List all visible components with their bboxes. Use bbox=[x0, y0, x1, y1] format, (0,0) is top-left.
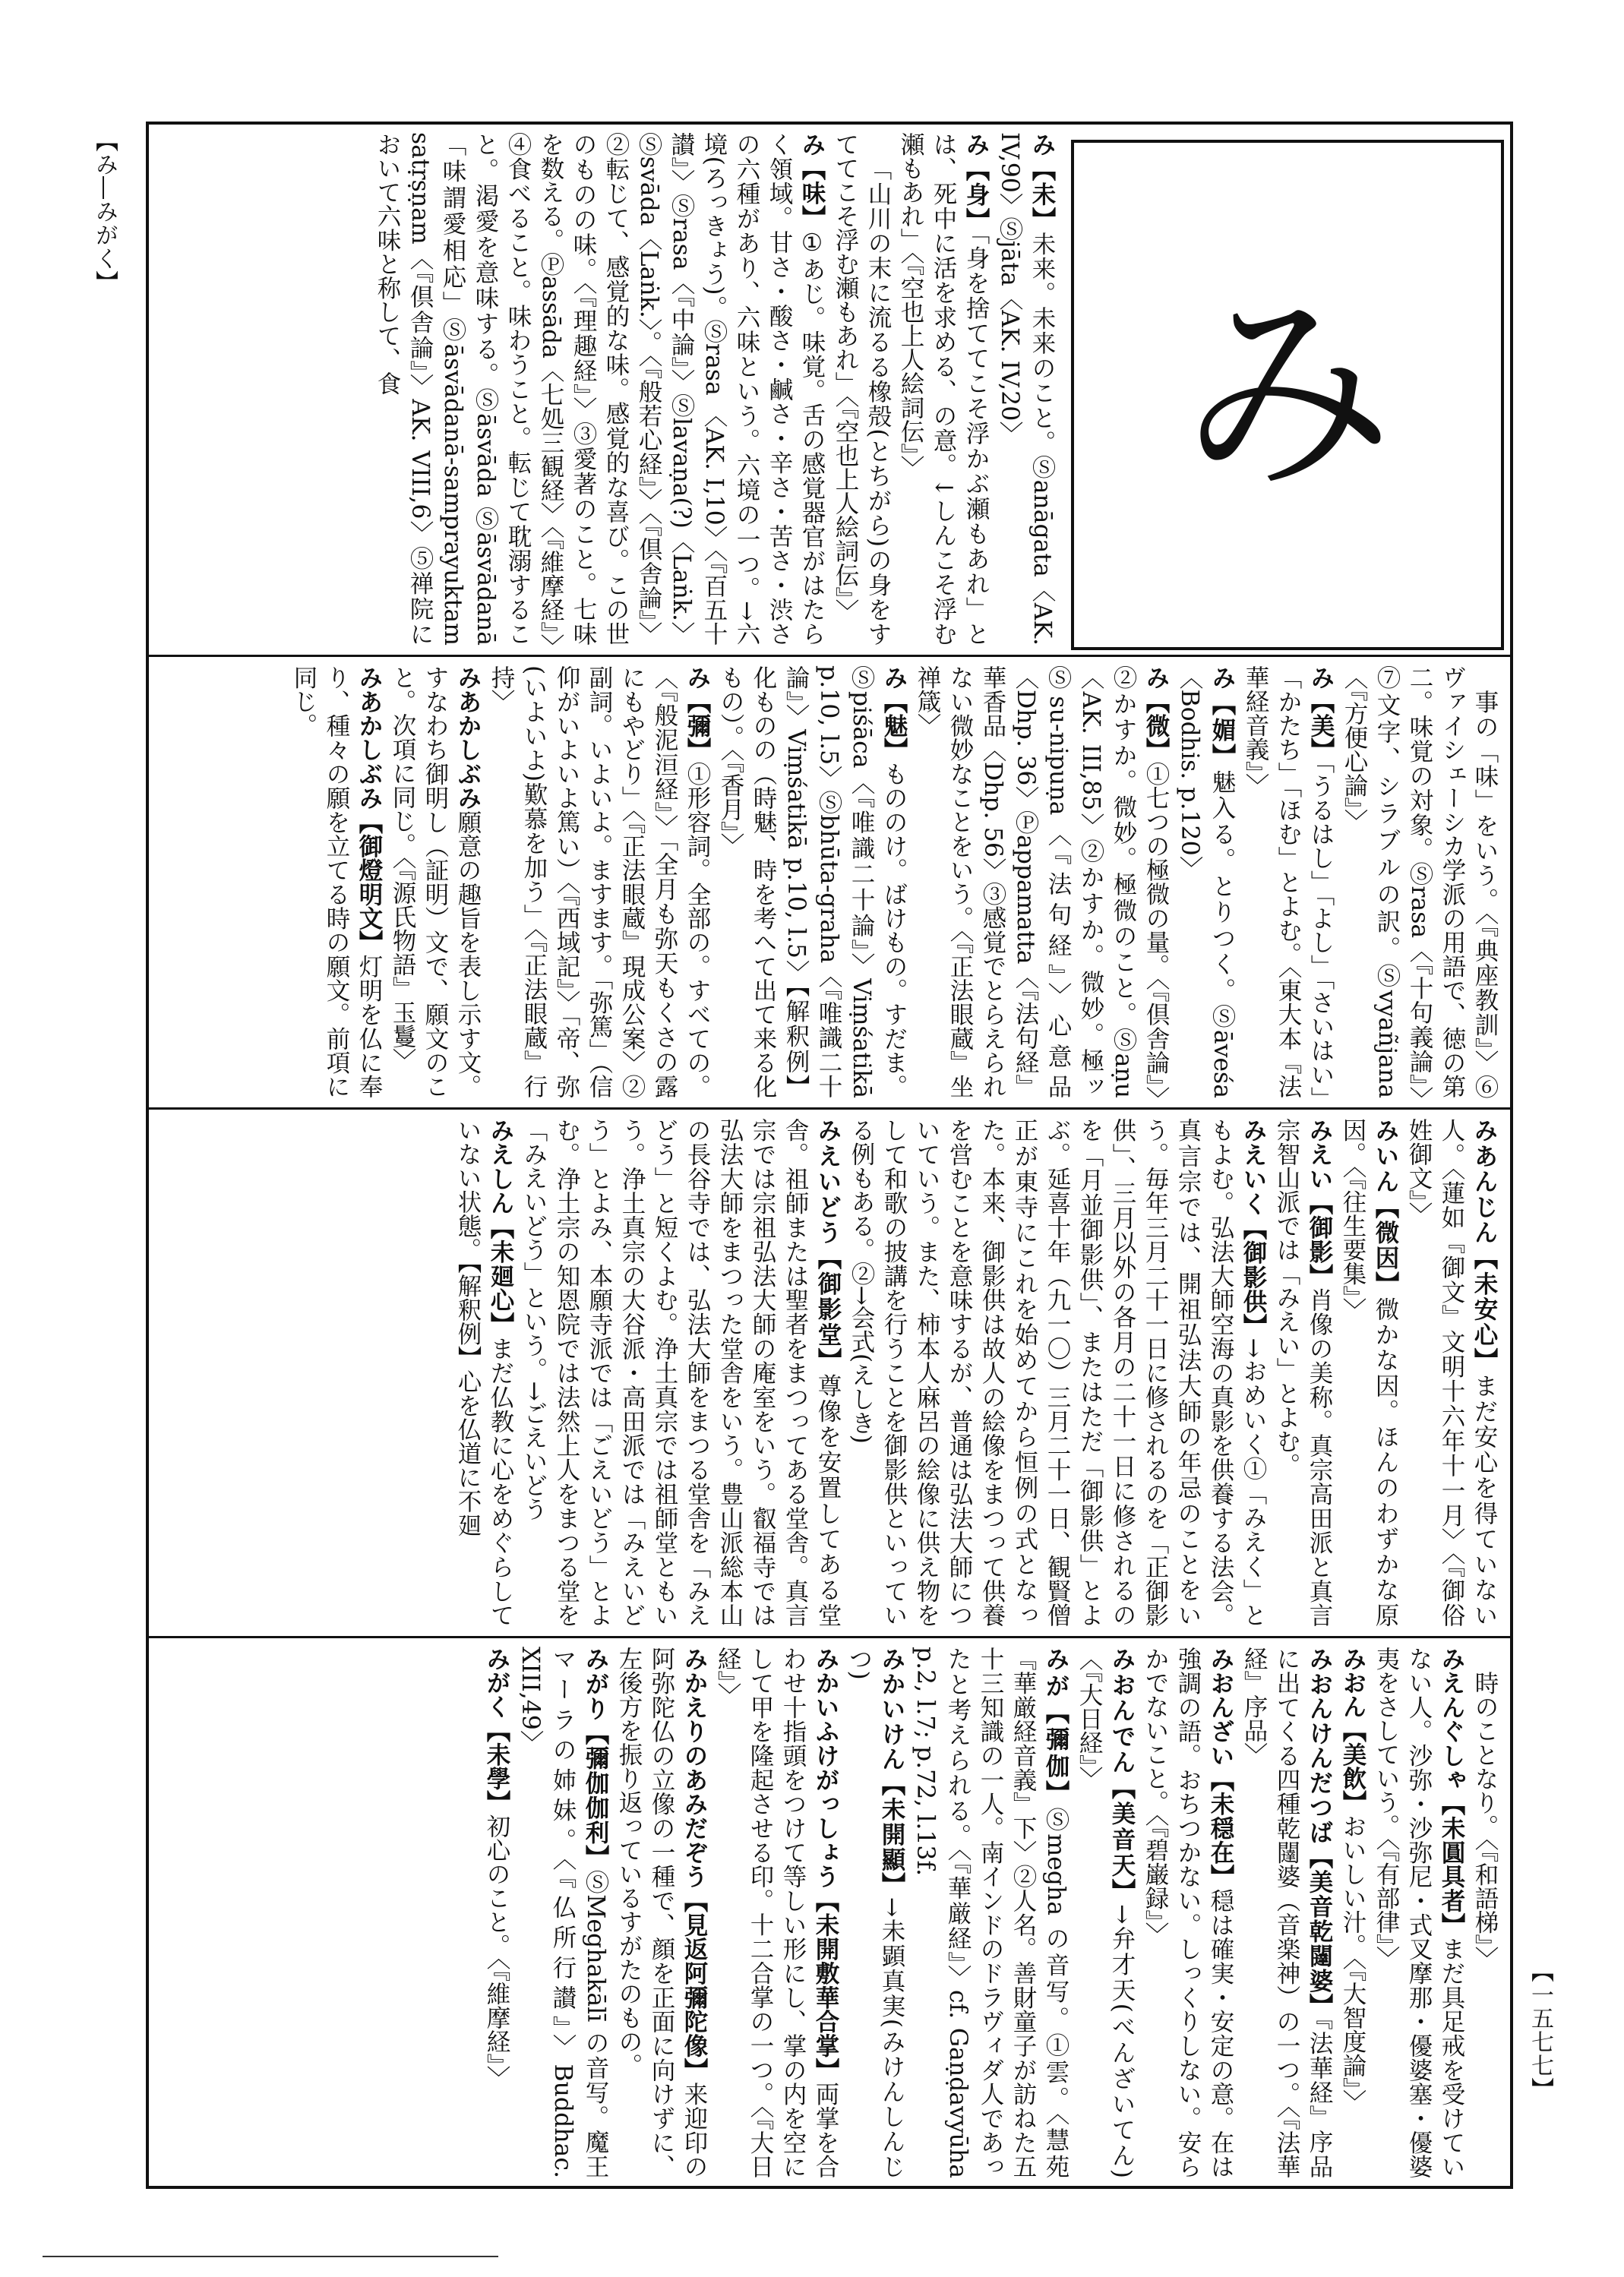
dictionary-entry bbox=[1336, 1118, 1402, 1627]
entry-headword: みえんぐしゃ【未圓具者】 bbox=[1438, 1647, 1466, 1937]
entry-headword: み【身】 bbox=[962, 132, 991, 233]
entry-definition: 時のことなり。〈『和語梯』〉 bbox=[1471, 1670, 1499, 1970]
entry-headword: みおんけんだつば【美音乾闥婆】 bbox=[1306, 1647, 1334, 2018]
dictionary-entry bbox=[908, 1647, 1073, 2178]
entry-definition: 「山川の末に流るる橡殻(とちがら)の身をすててこそ浮む瀬もあれ」〈『空也上人絵詞伝』〉 bbox=[832, 132, 892, 646]
dictionary-entry bbox=[1370, 1647, 1468, 2178]
entry-definition: まだ安心を得ていない人。〈蓮如『御文』文明十六年十一月〉〈『御俗姓御文』〉 bbox=[1405, 1118, 1498, 1628]
entry-headword: みいん【微因】 bbox=[1372, 1118, 1400, 1297]
entry-headword: みおんざい【未穏在】 bbox=[1207, 1647, 1235, 1889]
dictionary-entry bbox=[845, 1118, 1270, 1627]
page-number: 【一五七七】 bbox=[1527, 1960, 1553, 2101]
dictionary-entry bbox=[1073, 1647, 1139, 2178]
entry-headword: みおん【美飲】 bbox=[1339, 1647, 1367, 1814]
tier-4 bbox=[149, 1639, 1510, 2186]
tier-1-text bbox=[149, 125, 1068, 653]
entry-headword: みえしん【未廻心】 bbox=[487, 1118, 515, 1337]
entry-headword: み【媚】 bbox=[1209, 665, 1237, 770]
entry-headword: みかえりのあみだぞう【見返阿彌陀像】 bbox=[681, 1647, 709, 2082]
dictionary-entry bbox=[287, 665, 386, 1098]
tier-3-text bbox=[149, 1110, 1510, 1634]
entry-definition: 『法華経』序品に出てくる四種乾闥婆（音楽神）の一つ。〈『法華経』序品〉 bbox=[1240, 1647, 1333, 2179]
entry-definition: ⓈMeghakālī の音写。魔王マーラの姉妹。〈『仏所行讃』〉Buddhac. XIII,49〉 bbox=[517, 1647, 609, 2178]
dictionary-entry bbox=[1173, 665, 1239, 1098]
entry-definition: 魅入る。とりつく。Ⓢāveśa〈Bodhis. p.120〉 bbox=[1176, 665, 1236, 1098]
dictionary-entry bbox=[842, 1647, 908, 2178]
running-head-left: 【み―みがく】 bbox=[91, 129, 118, 294]
entry-headword: み【美】 bbox=[1307, 665, 1335, 762]
entry-definition: 事の「味」をいう。〈『典座教訓』〉⑥ヴァイシェーシカ学派の用語で、徳の第二。味覚の対象。Ⓢrasa〈『十句義論』〉⑦文字、シラブルの訳。Ⓢvyañjana〈『方便心論』〉 bbox=[1341, 665, 1499, 1098]
dictionary-entry bbox=[1270, 1118, 1336, 1627]
dictionary-entry bbox=[386, 665, 485, 1098]
entry-headword: みえいどう【御影堂】 bbox=[814, 1118, 842, 1374]
entry-headword: みが【彌伽】 bbox=[1042, 1647, 1070, 1808]
entry-headword: み【彌】 bbox=[684, 665, 712, 762]
entry-headword: みあかしぶみ【御燈明文】 bbox=[355, 665, 384, 955]
tier-2 bbox=[149, 658, 1510, 1106]
entry-definition: もののけ。ばけもの。すだま。Ⓢpiśāca〈『唯識二十論』〉Viṃśatikā p.10, l.5〉Ⓢbhūta-graha〈『唯識二十論』〉Viṃśatikā p.10, l.5〉【解釈例】化ものの（時魅、時を考へて出て来る化もの）。〈『香月』〉 bbox=[717, 665, 908, 1099]
entry-definition: →弁才天(べんざいてん)〈『大日経』〉 bbox=[1076, 1647, 1136, 2178]
entry-definition: →おめいく①「みえく」ともよむ。弘法大師空海の真影を供養する法会。真言宗では、開祖弘法大師の年忌のことをいう。毎年三月二十一日に修されるのを「正御影供」、三月以外の各月の二十一日に修されるのを「月並御影供」、またはただ「御影供」とよぶ。延喜十年（九一〇）三月二十一日、観賢僧正が東寺にこれを始めてから恒例の式となった。本来、御影供は故人の絵像をまつって供養を営むことを意味するが、普通は弘法大師についていう。また、柿本人麻呂の絵像に供え物をして和歌の披講を行うことを御影供といっている例もある。②→会式(えしき) bbox=[848, 1118, 1267, 1627]
dictionary-entry bbox=[513, 1647, 612, 2178]
entry-headword: みかいけん【未開顯】 bbox=[878, 1647, 906, 1897]
entry-headword: みかいふけがっしょう【未開敷華合掌】 bbox=[812, 1647, 840, 2082]
entry-continuation bbox=[1338, 665, 1501, 1098]
entry-headword: み【魅】 bbox=[880, 665, 908, 762]
tier-4-text bbox=[149, 1639, 1510, 2186]
entry-definition: 初心のこと。〈『維摩経』〉 bbox=[483, 1814, 510, 2089]
entry-definition: 両掌を合わせ十指頭をつけて等しい形にし、掌の内を空にして甲を隆起させる印。十二合掌の一つ。〈『大日経』〉 bbox=[714, 1647, 839, 2179]
footer-rule bbox=[43, 2256, 498, 2257]
entry-definition: 「身を捨ててこそ浮かぶ瀬もあれ」とは、死中に活を求める、の意。↓しんこそ浮む瀬もあれ」〈『空也上人絵詞伝』〉 bbox=[897, 132, 990, 646]
entry-headword: み【未】 bbox=[1028, 132, 1057, 232]
entry-headword: み【味】 bbox=[798, 132, 826, 229]
entry-definition: 穏は確実・安定の意。在は強調の語。おちつかない。しっくりしない。安らかでないこと。〈『碧巌録』〉 bbox=[1142, 1647, 1234, 2179]
entry-definition: 微かな因。ほんのわずかな原因。〈『往生要集』〉 bbox=[1339, 1118, 1399, 1628]
dictionary-entry bbox=[993, 132, 1059, 646]
dictionary-entry bbox=[1139, 1647, 1237, 2178]
dictionary-entry bbox=[1239, 665, 1338, 1098]
entry-definition: 願意の趣旨を表し示す文。すなわち御明し（証明）文で、願文のこと。次項に同じ。〈『源氏物語』玉鬘〉 bbox=[389, 665, 482, 1099]
entry-definition: ①あじ。味覚。舌の感覚器官がはたらく領域。甘さ・酸さ・鹹さ・辛さ・苦さ・渋さの六種があり、六味という。六境の一つ。→六境(ろっきょう)。Ⓢrasa 〈AK. I,10〉〈『百五十讃』〉Ⓢrasa〈『中論』〉Ⓢlavaṇa(?)〈Laṅk.〉Ⓢsvāda〈Laṅk.〉。〈『般若心経』〉〈『倶舎論』〉②転じて、感覚的な味。感覚的な喜び。この世のものの味。〈『理趣経』〉③愛著のこと。七味を数える。Ⓟassāda〈七処三観経〉〈『維摩経』〉④食べること。味わうこと。転じて耽溺すること。渇愛を意味する。Ⓢāsvāda Ⓢāsvādanā「味謂愛相応」Ⓢāsvādanā-samprayuktam satṛṣṇam〈『倶舎論』〉AK. VIII,6〉⑤禅院において六味と称して、食 bbox=[374, 132, 826, 646]
dictionary-entry bbox=[485, 665, 714, 1098]
dictionary-entry bbox=[480, 1647, 513, 2178]
entry-definition: Ⓢmegha の音写。①雲。〈慧苑『華厳経音義』下〉②人名。善財童子が訪ねた五十三知識の一人。南インドのドラヴィダ人であったと考えられる。〈『華厳経』〉cf. Gaṇḍavyūha p.2, l.7; p.72, l.13f. bbox=[912, 1647, 1070, 2178]
tier-divider bbox=[149, 655, 1510, 657]
entry-headword: みえい【御影】 bbox=[1306, 1118, 1334, 1288]
entry-definition: 肖像の美称。真宗高田派と真言宗智山派では「みえい」とよむ。 bbox=[1273, 1118, 1333, 1628]
entry-headword: みおんでん【美音天】 bbox=[1108, 1647, 1136, 1905]
entry-definition: 来迎印の阿弥陀仏の立像の一種で、顔を正面に向けずに、左後方を振り返っているすがたのもの。 bbox=[615, 1647, 708, 2179]
tier-divider bbox=[149, 1636, 1510, 1638]
tier-divider bbox=[149, 1107, 1510, 1110]
entry-continuation bbox=[1468, 1647, 1501, 2178]
entry-definition: 未来。未来のこと。Ⓢanāgata〈AK. IV,90〉Ⓢjāta〈AK. IV,20〉 bbox=[996, 132, 1056, 646]
dictionary-entry bbox=[371, 132, 829, 646]
dictionary-entry bbox=[714, 665, 911, 1098]
tier-3 bbox=[149, 1110, 1510, 1634]
entry-definition: 灯明を仏に奉り、種々の願を立てる時の願文。前項に同じ。 bbox=[290, 665, 383, 1099]
dictionary-entry bbox=[1402, 1118, 1501, 1627]
dictionary-entry bbox=[894, 132, 993, 646]
entry-headword: み【微】 bbox=[1142, 665, 1171, 762]
entry-definition: まだ仏教に心をめぐらしていない状態。【解釈例】心を仏道に不廻 bbox=[454, 1118, 514, 1628]
section-kana-box bbox=[1071, 140, 1504, 650]
entry-headword: みえいく【御影供】 bbox=[1240, 1118, 1268, 1338]
dictionary-entry bbox=[517, 1118, 845, 1627]
entry-definition: ①形容詞。全部の。すべての。〈『般泥洹経』〉「全月も弥天もくさの露にもやどり」〈『正法眼蔵』現成公案〉②副詞。いよいよ。ますます。「弥篤」（信仰がいよいよ篤い）〈『西域記』〉「帝、弥(いよいよ)歎慕を加う」〈『正法眼蔵』行持〉 bbox=[488, 665, 711, 1099]
dictionary-entry bbox=[612, 1647, 711, 2178]
dictionary-entry bbox=[911, 665, 1173, 1098]
dictionary-entry bbox=[451, 1118, 517, 1627]
entry-headword: みあんじん【未安心】 bbox=[1471, 1118, 1499, 1374]
entry-definition: ①七つの極微の量。〈『倶舎論』〉②かすか。微妙。極微のこと。Ⓢaṇu〈AK. III,85〉②かすか。微妙。極ッⓈsu-nipuṇa〈『法句経』〉心意品〈Dhp. 36〉Ⓟappamatta〈『法句経』華香品〈Dhp. 56〉③感覚でとらえられない微妙なことをいう。〈『正法眼蔵』坐禅箴〉 bbox=[914, 665, 1170, 1099]
dictionary-entry bbox=[1336, 1647, 1370, 2178]
entry-definition: 尊像を安置してある堂舎。祖師または聖者をまつってある堂舎。真言宗では宗祖弘法大師の庵室をいう。叡福寺では弘法大師をまつった堂舎をいう。豊山派総本山の長谷寺では、弘法大師をまつる堂舎を「みえどう」と短くよむ。浄土真宗では祖師堂ともいう。浄土真宗の大谷派・高田派では「みえいどう」とよみ、本願寺派では「ごえいどう」とよむ。浄土宗の知恩院では法然上人をまつる堂を「みえいどう」という。→ごえいどう bbox=[520, 1118, 842, 1628]
entry-definition: まだ具足戒を受けていない人。沙弥・沙弥尼・式叉摩那・優婆塞・優婆夷をさしていう。〈『有部律』〉 bbox=[1373, 1647, 1465, 2179]
section-kana: み bbox=[1181, 271, 1394, 519]
dictionary-entry bbox=[1237, 1647, 1336, 2178]
entry-definition: 「うるはし」「よし」「さいはい」「かたち」「ほむ」とよむ。〈東大本『法華経音義』〉 bbox=[1242, 665, 1335, 1099]
dictionary-entry bbox=[711, 1647, 842, 2178]
entry-definition: →未顕真実(みけんしんじつ) bbox=[845, 1647, 905, 2179]
entry-continuation bbox=[829, 132, 894, 646]
tier-2-text bbox=[149, 658, 1510, 1106]
entry-headword: みがり【彌伽伽利】 bbox=[582, 1647, 610, 1870]
entry-definition: おいしい汁。〈『大智度論』〉 bbox=[1339, 1814, 1366, 2114]
tier-1 bbox=[149, 125, 1068, 653]
entry-headword: みあかしぶみ bbox=[454, 665, 482, 810]
entry-headword: みがく【未學】 bbox=[483, 1647, 511, 1814]
